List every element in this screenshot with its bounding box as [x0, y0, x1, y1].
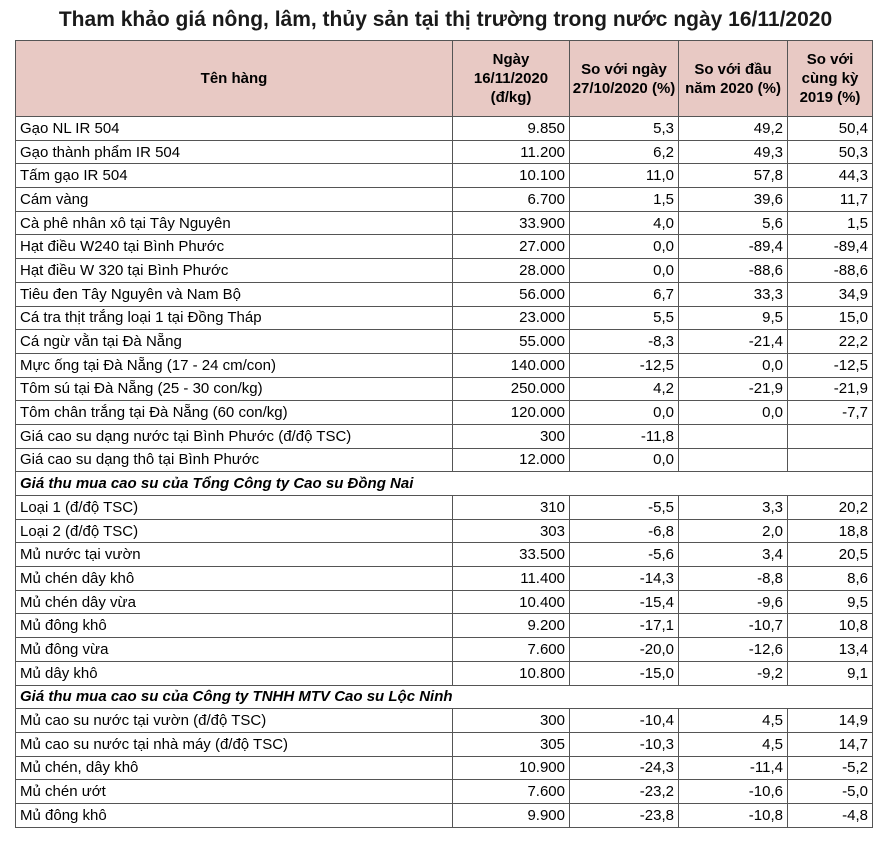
- vs-year-start-cell: 3,3: [679, 496, 788, 520]
- vs-year-start-cell: 49,3: [679, 140, 788, 164]
- product-name-cell: Giá cao su dạng nước tại Bình Phước (đ/độ TSC): [16, 424, 453, 448]
- vs-year-start-cell: 4,5: [679, 709, 788, 733]
- vs-date-cell: 4,2: [570, 377, 679, 401]
- vs-year-start-cell: -89,4: [679, 235, 788, 259]
- vs-date-cell: -8,3: [570, 330, 679, 354]
- vs-prev-year-cell: -12,5: [788, 353, 873, 377]
- vs-date-cell: -11,8: [570, 424, 679, 448]
- vs-date-cell: -10,4: [570, 709, 679, 733]
- product-name-cell: Tôm chân trắng tại Đà Nẵng (60 con/kg): [16, 401, 453, 425]
- vs-prev-year-cell: 8,6: [788, 567, 873, 591]
- product-name-cell: Mủ cao su nước tại nhà máy (đ/độ TSC): [16, 732, 453, 756]
- header-vs-date: So với ngày 27/10/2020 (%): [570, 41, 679, 117]
- vs-date-cell: 6,2: [570, 140, 679, 164]
- vs-year-start-cell: -21,9: [679, 377, 788, 401]
- price-cell: 300: [453, 424, 570, 448]
- vs-date-cell: -23,8: [570, 803, 679, 827]
- product-name-cell: Giá cao su dạng thô tại Bình Phước: [16, 448, 453, 472]
- vs-year-start-cell: -10,7: [679, 614, 788, 638]
- vs-date-cell: -12,5: [570, 353, 679, 377]
- price-cell: 11.200: [453, 140, 570, 164]
- table-row: [16, 709, 873, 733]
- vs-date-cell: 6,7: [570, 282, 679, 306]
- product-name-cell: Cá tra thịt trắng loại 1 tại Đồng Tháp: [16, 306, 453, 330]
- vs-prev-year-cell: -4,8: [788, 803, 873, 827]
- product-name-cell: Mủ đông khô: [16, 803, 453, 827]
- vs-year-start-cell: 57,8: [679, 164, 788, 188]
- vs-prev-year-cell: 9,1: [788, 661, 873, 685]
- table-row: [16, 353, 873, 377]
- product-name-cell: Hạt điều W240 tại Bình Phước: [16, 235, 453, 259]
- table-row: [16, 756, 873, 780]
- table-row: [16, 424, 873, 448]
- table-row: [16, 638, 873, 662]
- vs-date-cell: 0,0: [570, 259, 679, 283]
- price-cell: 11.400: [453, 567, 570, 591]
- product-name-cell: Mủ dây khô: [16, 661, 453, 685]
- section-title: Giá thu mua cao su của Công ty TNHH MTV Cao su Lộc Ninh: [16, 685, 873, 709]
- vs-year-start-cell: -12,6: [679, 638, 788, 662]
- product-name-cell: Mủ đông khô: [16, 614, 453, 638]
- product-name-cell: Mủ cao su nước tại vườn (đ/độ TSC): [16, 709, 453, 733]
- table-row: [16, 780, 873, 804]
- table-row: [16, 117, 873, 141]
- vs-prev-year-cell: 10,8: [788, 614, 873, 638]
- price-cell: 10.900: [453, 756, 570, 780]
- product-name-cell: Mủ đông vừa: [16, 638, 453, 662]
- product-name-cell: Mủ chén dây khô: [16, 567, 453, 591]
- section-row: [16, 472, 873, 496]
- vs-year-start-cell: -8,8: [679, 567, 788, 591]
- price-cell: 7.600: [453, 780, 570, 804]
- price-cell: 120.000: [453, 401, 570, 425]
- vs-date-cell: 5,5: [570, 306, 679, 330]
- vs-date-cell: 4,0: [570, 211, 679, 235]
- vs-prev-year-cell: -5,2: [788, 756, 873, 780]
- price-cell: 10.400: [453, 590, 570, 614]
- vs-prev-year-cell: 14,9: [788, 709, 873, 733]
- section-row: [16, 685, 873, 709]
- price-cell: 33.900: [453, 211, 570, 235]
- table-row: [16, 211, 873, 235]
- product-name-cell: Mủ chén dây vừa: [16, 590, 453, 614]
- price-cell: 6.700: [453, 188, 570, 212]
- vs-date-cell: 11,0: [570, 164, 679, 188]
- price-cell: 9.850: [453, 117, 570, 141]
- vs-date-cell: 0,0: [570, 235, 679, 259]
- vs-year-start-cell: -21,4: [679, 330, 788, 354]
- table-row: [16, 235, 873, 259]
- table-row: [16, 401, 873, 425]
- table-row: [16, 543, 873, 567]
- price-cell: 27.000: [453, 235, 570, 259]
- vs-year-start-cell: -10,6: [679, 780, 788, 804]
- vs-date-cell: -17,1: [570, 614, 679, 638]
- vs-prev-year-cell: -88,6: [788, 259, 873, 283]
- product-name-cell: Tôm sú tại Đà Nẵng (25 - 30 con/kg): [16, 377, 453, 401]
- product-name-cell: Loại 1 (đ/độ TSC): [16, 496, 453, 520]
- vs-date-cell: 5,3: [570, 117, 679, 141]
- header-vs-year-start: So với đầu năm 2020 (%): [679, 41, 788, 117]
- vs-prev-year-cell: 22,2: [788, 330, 873, 354]
- header-price: Ngày 16/11/2020 (đ/kg): [453, 41, 570, 117]
- vs-year-start-cell: 3,4: [679, 543, 788, 567]
- product-name-cell: Mủ nước tại vườn: [16, 543, 453, 567]
- table-row: [16, 282, 873, 306]
- vs-prev-year-cell: 20,2: [788, 496, 873, 520]
- price-cell: 10.800: [453, 661, 570, 685]
- product-name-cell: Gạo NL IR 504: [16, 117, 453, 141]
- vs-year-start-cell: 0,0: [679, 353, 788, 377]
- vs-year-start-cell: -10,8: [679, 803, 788, 827]
- table-row: [16, 188, 873, 212]
- product-name-cell: Gạo thành phẩm IR 504: [16, 140, 453, 164]
- vs-date-cell: -6,8: [570, 519, 679, 543]
- vs-prev-year-cell: -89,4: [788, 235, 873, 259]
- table-row: [16, 164, 873, 188]
- product-name-cell: Mực ống tại Đà Nẵng (17 - 24 cm/con): [16, 353, 453, 377]
- price-cell: 250.000: [453, 377, 570, 401]
- table-row: [16, 614, 873, 638]
- table-row: [16, 590, 873, 614]
- vs-year-start-cell: 49,2: [679, 117, 788, 141]
- vs-prev-year-cell: 11,7: [788, 188, 873, 212]
- product-name-cell: Mủ chén, dây khô: [16, 756, 453, 780]
- price-cell: 9.900: [453, 803, 570, 827]
- vs-prev-year-cell: 50,4: [788, 117, 873, 141]
- price-cell: 9.200: [453, 614, 570, 638]
- header-row: [16, 41, 873, 117]
- price-cell: 303: [453, 519, 570, 543]
- table-row: [16, 661, 873, 685]
- vs-prev-year-cell: 18,8: [788, 519, 873, 543]
- vs-prev-year-cell: [788, 424, 873, 448]
- vs-date-cell: -20,0: [570, 638, 679, 662]
- section-title: Giá thu mua cao su của Tổng Công ty Cao su Đồng Nai: [16, 472, 873, 496]
- vs-year-start-cell: [679, 448, 788, 472]
- vs-year-start-cell: 33,3: [679, 282, 788, 306]
- vs-prev-year-cell: -5,0: [788, 780, 873, 804]
- price-cell: 10.100: [453, 164, 570, 188]
- vs-date-cell: -15,0: [570, 661, 679, 685]
- price-cell: 140.000: [453, 353, 570, 377]
- vs-date-cell: 0,0: [570, 448, 679, 472]
- table-row: [16, 448, 873, 472]
- vs-prev-year-cell: 1,5: [788, 211, 873, 235]
- table-row: [16, 330, 873, 354]
- vs-year-start-cell: 39,6: [679, 188, 788, 212]
- vs-year-start-cell: [679, 424, 788, 448]
- vs-prev-year-cell: [788, 448, 873, 472]
- price-cell: 300: [453, 709, 570, 733]
- vs-prev-year-cell: -21,9: [788, 377, 873, 401]
- price-cell: 55.000: [453, 330, 570, 354]
- table-row: [16, 259, 873, 283]
- table-row: [16, 567, 873, 591]
- table-row: [16, 519, 873, 543]
- product-name-cell: Cá ngừ vằn tại Đà Nẵng: [16, 330, 453, 354]
- vs-year-start-cell: 9,5: [679, 306, 788, 330]
- vs-prev-year-cell: -7,7: [788, 401, 873, 425]
- price-cell: 23.000: [453, 306, 570, 330]
- product-name-cell: Tấm gạo IR 504: [16, 164, 453, 188]
- product-name-cell: Tiêu đen Tây Nguyên và Nam Bộ: [16, 282, 453, 306]
- price-cell: 12.000: [453, 448, 570, 472]
- vs-year-start-cell: 4,5: [679, 732, 788, 756]
- price-cell: 305: [453, 732, 570, 756]
- vs-prev-year-cell: 34,9: [788, 282, 873, 306]
- table-row: [16, 140, 873, 164]
- table-row: [16, 306, 873, 330]
- table-row: [16, 732, 873, 756]
- vs-year-start-cell: -88,6: [679, 259, 788, 283]
- table-body: [16, 117, 873, 828]
- vs-year-start-cell: -9,6: [679, 590, 788, 614]
- table-row: [16, 377, 873, 401]
- product-name-cell: Cám vàng: [16, 188, 453, 212]
- table-row: [16, 496, 873, 520]
- vs-date-cell: -24,3: [570, 756, 679, 780]
- table-row: [16, 803, 873, 827]
- vs-year-start-cell: 0,0: [679, 401, 788, 425]
- price-cell: 28.000: [453, 259, 570, 283]
- product-name-cell: Mủ chén ướt: [16, 780, 453, 804]
- product-name-cell: Loại 2 (đ/độ TSC): [16, 519, 453, 543]
- vs-date-cell: 0,0: [570, 401, 679, 425]
- vs-date-cell: -23,2: [570, 780, 679, 804]
- product-name-cell: Hạt điều W 320 tại Bình Phước: [16, 259, 453, 283]
- page-title: Tham khảo giá nông, lâm, thủy sản tại thị trường trong nước ngày 16/11/2020: [58, 8, 833, 31]
- vs-date-cell: 1,5: [570, 188, 679, 212]
- vs-date-cell: -5,5: [570, 496, 679, 520]
- vs-prev-year-cell: 13,4: [788, 638, 873, 662]
- vs-date-cell: -10,3: [570, 732, 679, 756]
- product-name-cell: Cà phê nhân xô tại Tây Nguyên: [16, 211, 453, 235]
- vs-prev-year-cell: 9,5: [788, 590, 873, 614]
- header-vs-prev-year: So với cùng kỳ 2019 (%): [788, 41, 873, 117]
- header-product-name: Tên hàng: [16, 41, 453, 117]
- vs-year-start-cell: -11,4: [679, 756, 788, 780]
- price-cell: 56.000: [453, 282, 570, 306]
- price-cell: 7.600: [453, 638, 570, 662]
- price-cell: 310: [453, 496, 570, 520]
- vs-date-cell: -5,6: [570, 543, 679, 567]
- vs-date-cell: -15,4: [570, 590, 679, 614]
- vs-prev-year-cell: 50,3: [788, 140, 873, 164]
- vs-prev-year-cell: 15,0: [788, 306, 873, 330]
- vs-year-start-cell: -9,2: [679, 661, 788, 685]
- vs-prev-year-cell: 44,3: [788, 164, 873, 188]
- vs-year-start-cell: 2,0: [679, 519, 788, 543]
- vs-year-start-cell: 5,6: [679, 211, 788, 235]
- vs-prev-year-cell: 14,7: [788, 732, 873, 756]
- price-table: [15, 40, 873, 828]
- vs-prev-year-cell: 20,5: [788, 543, 873, 567]
- vs-date-cell: -14,3: [570, 567, 679, 591]
- price-cell: 33.500: [453, 543, 570, 567]
